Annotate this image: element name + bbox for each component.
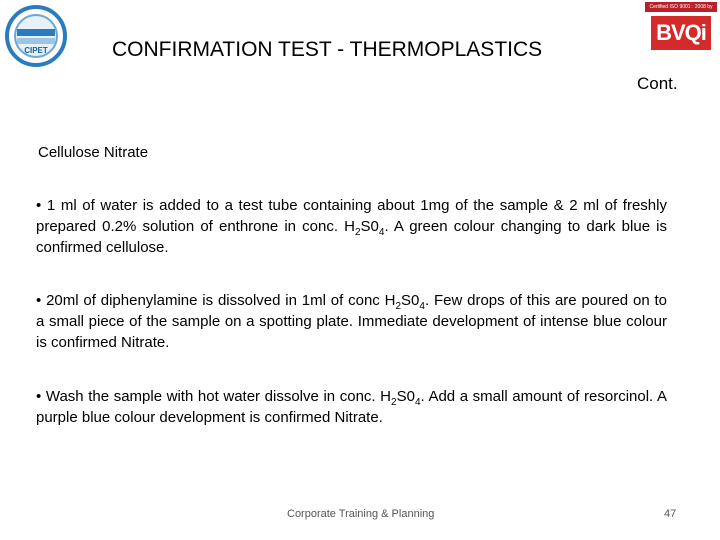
- page-title: CONFIRMATION TEST - THERMOPLASTICS: [112, 38, 543, 61]
- certification-caption: Certified ISO 9001 : 2008 by: [645, 2, 717, 12]
- section-title: Cellulose Nitrate: [38, 144, 149, 161]
- page-number: 47: [664, 508, 677, 520]
- cipet-logo: [4, 4, 68, 68]
- cipet-logo-text: CIPET: [24, 46, 48, 55]
- test-paragraph-1: • 1 ml of water is added to a test tube containing about 1mg of the sample & 2 ml of freshly prepared 0.2% solution of enthrone in conc. $H_2S0_4$. A green colour changing to dark blue is confirmed cellulose.: [36, 197, 667, 256]
- bvqi-certification-logo: [645, 2, 717, 52]
- footer-text: Corporate Training & Planning: [287, 508, 435, 520]
- continuation-label: Cont.: [637, 74, 678, 93]
- test-paragraph-2: • 20ml of diphenylamine is dissolved in 1ml of conc $H_2S0_4$. Few drops of this are poured on to a small piece of the sample on a spotting plate. Immediate development of intense blue colour is confirmed Nitrate.: [36, 292, 667, 351]
- test-paragraph-3: • Wash the sample with hot water dissolve in conc. $H_2S0_4$. Add a small amount of resorcinol. A purple blue colour development is confirmed Nitrate.: [36, 388, 667, 426]
- bvqi-mark: BVQi: [651, 16, 711, 50]
